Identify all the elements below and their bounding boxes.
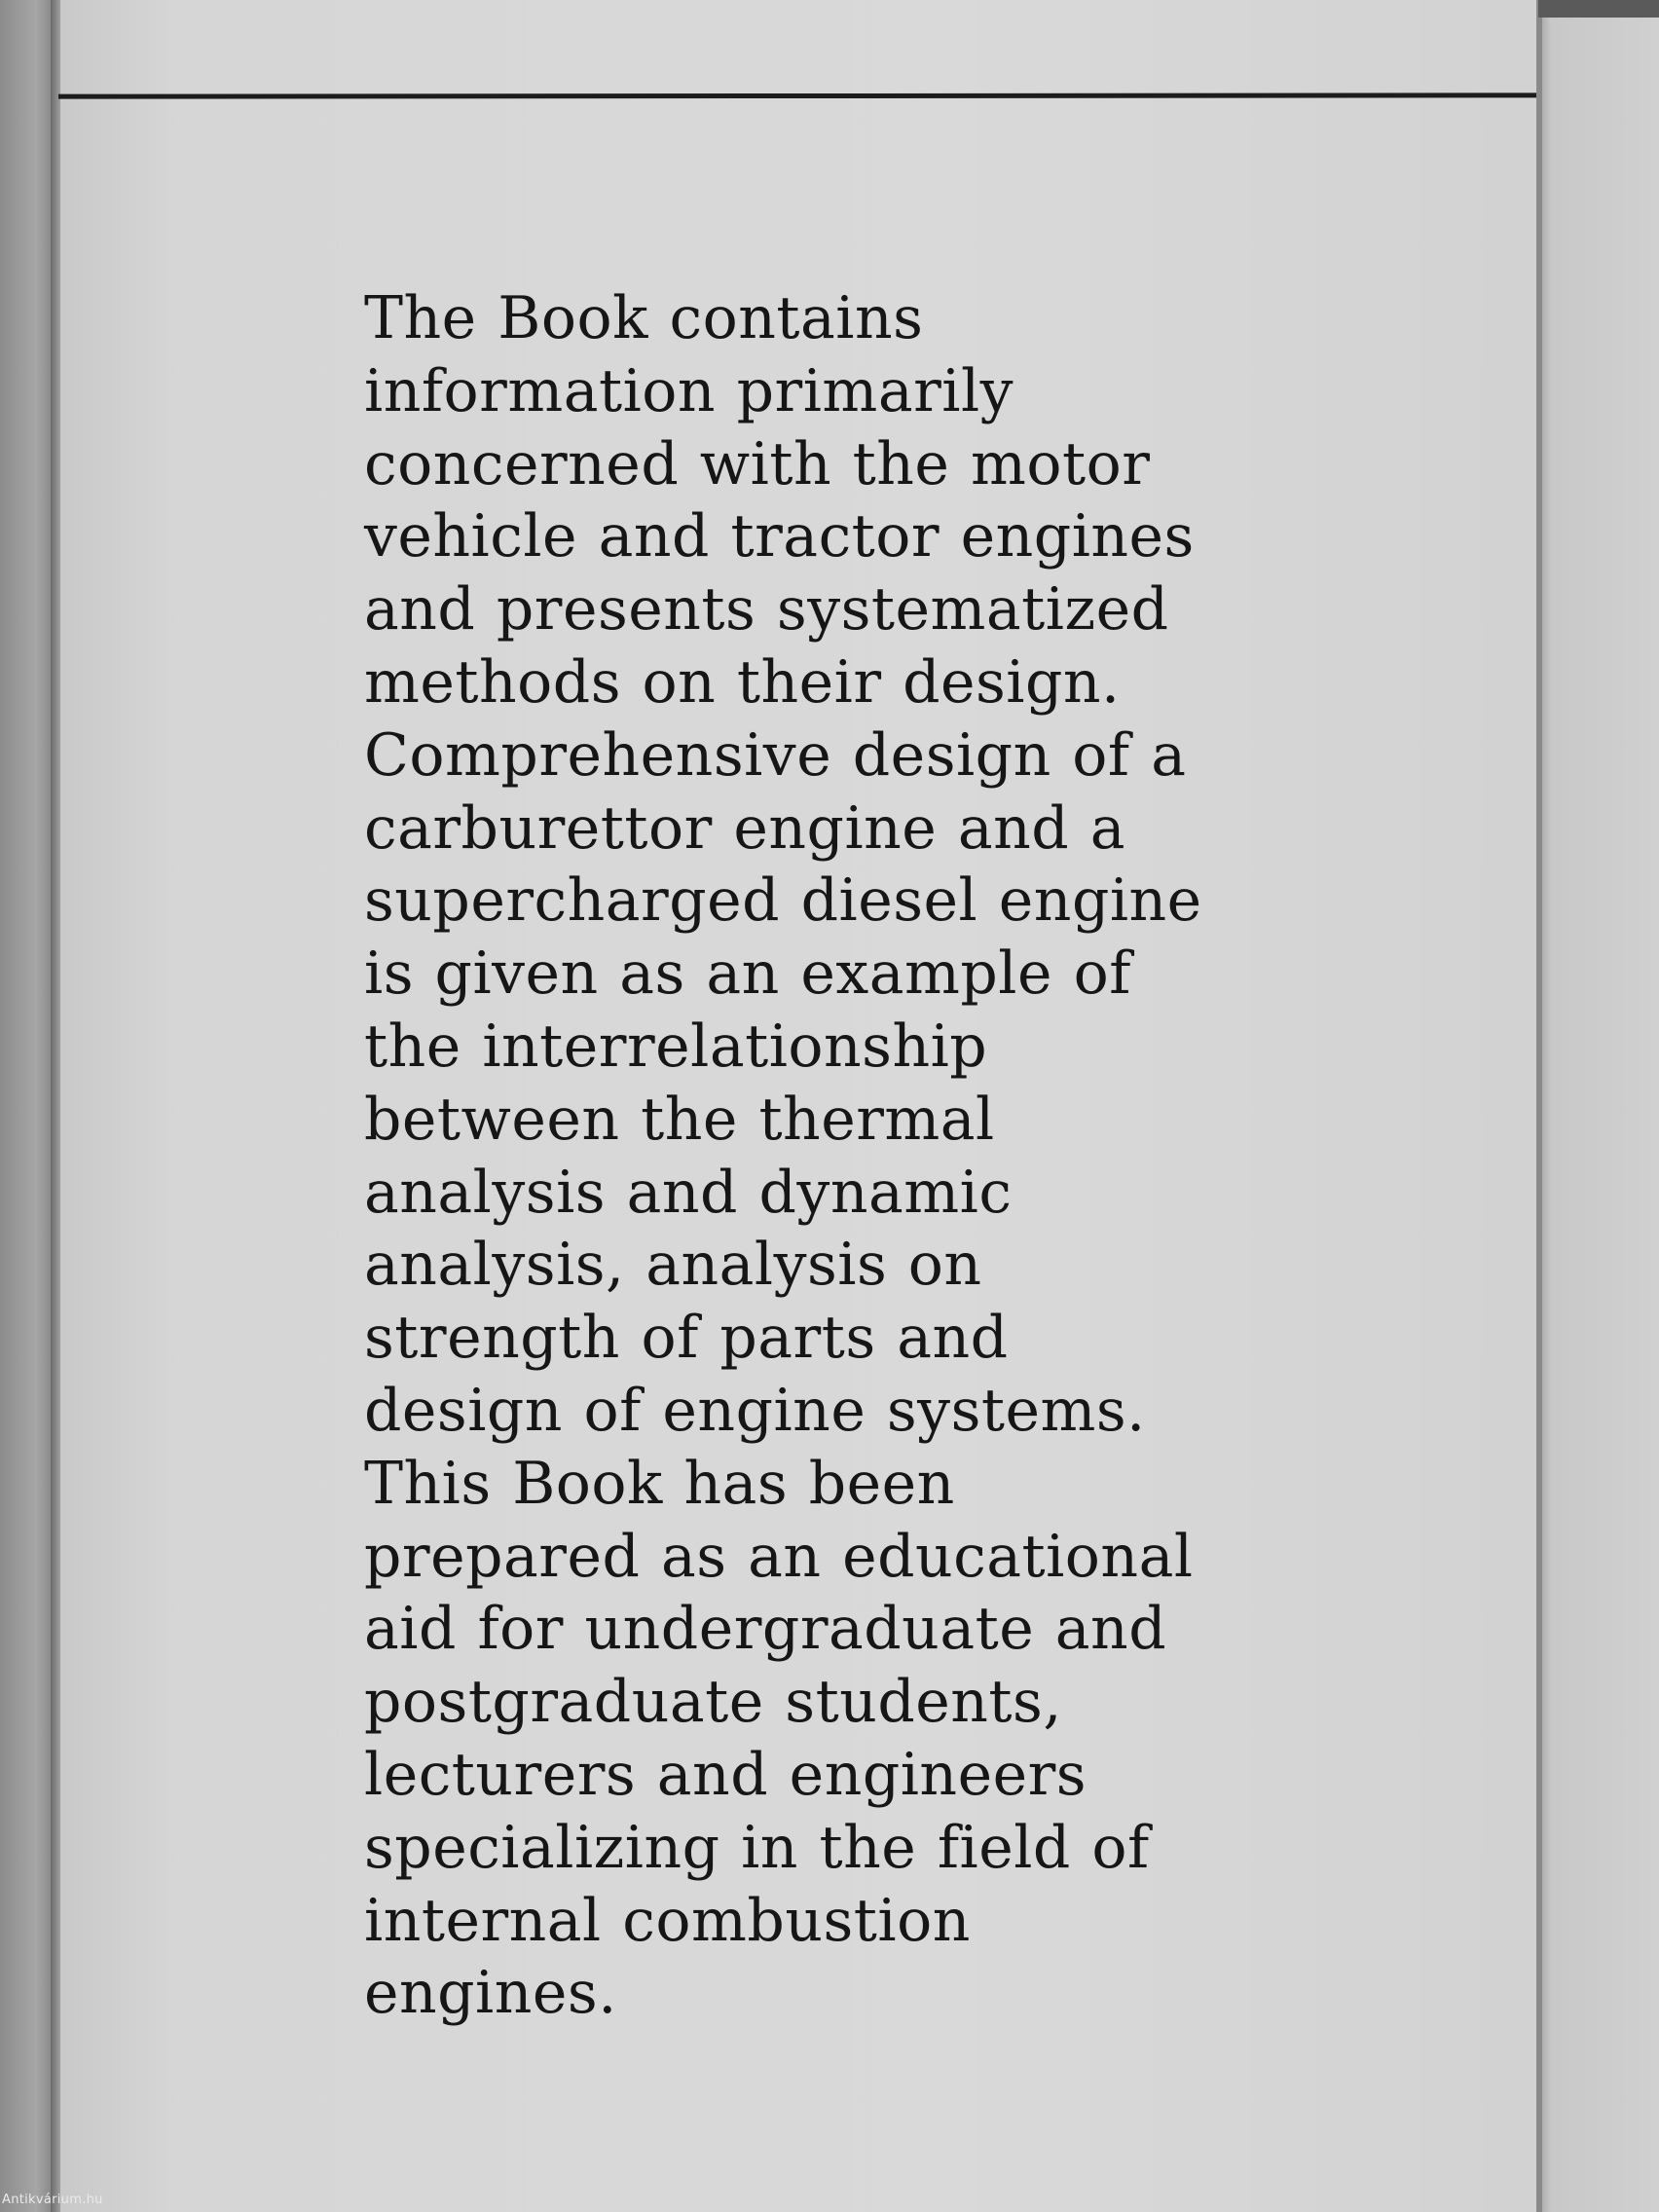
- description-line: supercharged diesel engine: [364, 866, 1202, 936]
- description-line: and presents systematized: [364, 575, 1169, 645]
- description-line: engines.: [364, 1959, 617, 2028]
- watermark: Antikvárium.hu: [2, 2193, 103, 2207]
- description-line: internal combustion: [364, 1886, 971, 1955]
- right-page-edge: [1536, 0, 1659, 2212]
- description-line: is given as an example of: [364, 940, 1131, 1009]
- description-line: specializing in the field of: [364, 1813, 1150, 1882]
- description-line: Comprehensive design of a: [364, 720, 1187, 790]
- description-line: methods on their design.: [364, 647, 1121, 717]
- description-line: The Book contains: [364, 284, 924, 352]
- description-line: analysis and dynamic: [364, 1158, 1013, 1227]
- right-edge-shadow: [1536, 0, 1542, 2212]
- description-line: carburettor engine and a: [364, 793, 1126, 863]
- description-line: analysis, analysis on: [364, 1231, 982, 1300]
- description-line: This Book has been: [364, 1449, 955, 1518]
- description-line: the interrelationship: [364, 1012, 988, 1081]
- description-line: concerned with the motor: [364, 429, 1151, 498]
- book-description: [364, 282, 1338, 2030]
- description-line: aid for undergraduate and: [364, 1595, 1167, 1664]
- description-line: lecturers and engineers: [364, 1740, 1088, 1809]
- corner-shadow: [1538, 0, 1659, 18]
- description-line: information primarily: [364, 356, 1014, 425]
- description-line: vehicle and tractor engines: [364, 502, 1195, 571]
- description-line: postgraduate students,: [364, 1668, 1062, 1737]
- description-line: between the thermal: [364, 1085, 995, 1154]
- description-line: design of engine systems.: [364, 1376, 1146, 1445]
- description-line: strength of parts and: [364, 1304, 1009, 1373]
- description-line: prepared as an educational: [364, 1522, 1194, 1591]
